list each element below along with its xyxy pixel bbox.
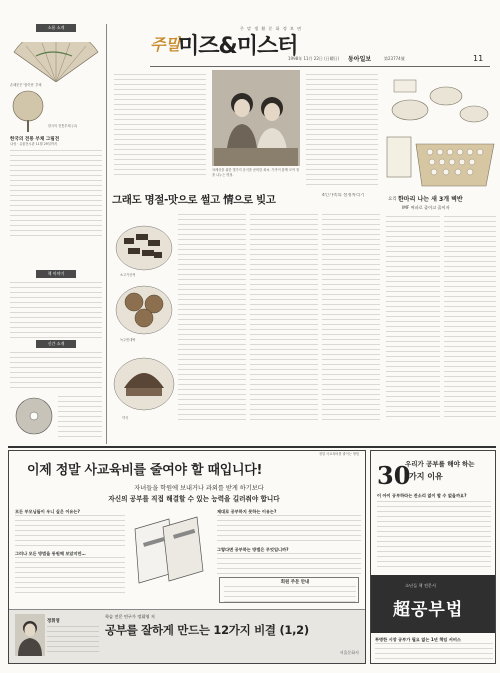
food-photo-3 bbox=[112, 348, 176, 414]
fan-article-sub: 나성 · 유물전시관 11월 29일까지 bbox=[10, 142, 58, 146]
ancestral-table-illustration bbox=[386, 136, 496, 192]
page-number: 11 bbox=[473, 54, 484, 63]
ad-left-q2: 그러나 모든 방법을 동원해 보았지만… bbox=[15, 551, 86, 556]
food-caption-3: 약식 bbox=[122, 416, 129, 420]
ad-left bbox=[8, 450, 366, 664]
ad-right-bottom-body bbox=[375, 643, 493, 661]
masthead-rule bbox=[150, 66, 490, 67]
ad-order-box bbox=[219, 577, 359, 603]
masthead-issue: 第23774號 bbox=[384, 56, 405, 61]
ad-right-top: 우리가 공부를 해야 하는 bbox=[405, 460, 475, 468]
new-book-body bbox=[10, 352, 102, 392]
masthead-date: 1998年 11月 22日 (日曜日) bbox=[288, 56, 340, 61]
ad-books-image bbox=[129, 509, 213, 593]
food-caption-2: 녹두빈대떡 bbox=[120, 338, 136, 342]
rice-cake-icon bbox=[112, 348, 176, 414]
fan-2-icon bbox=[10, 90, 46, 132]
ad-separator bbox=[8, 446, 496, 448]
family-photo bbox=[212, 70, 300, 166]
cd-article-body bbox=[58, 396, 102, 440]
ad-right-number: 30 bbox=[377, 463, 411, 489]
ad-left-q4: 그렇다면 공부하는 방법은 무엇입니까? bbox=[217, 547, 289, 552]
side-story-body-1 bbox=[386, 216, 440, 420]
ad-left-q1: 모든 부모님들이 우니 싶은 이유는? bbox=[15, 509, 80, 514]
food-caption-1: 소고기산적 bbox=[120, 273, 136, 277]
ad-publisher: 서울문화사 bbox=[339, 650, 359, 655]
masthead-subtitle: 주 말 생 활 문 화 정 보 면 bbox=[240, 26, 302, 31]
fan-caption-2: 한국의 전통부채 (고) bbox=[48, 124, 78, 128]
ad-left-a4 bbox=[217, 553, 361, 575]
ad-left-bottom-banner bbox=[9, 609, 365, 663]
ad-right-book-box bbox=[371, 575, 495, 633]
ad-right-book-label: 소년들 책 전문서 bbox=[405, 583, 436, 588]
ad-left-lead-2: 자신의 공부를 직접 해결할 수 있는 능력을 길러줘야 합니다 bbox=[108, 495, 280, 503]
food-photo-1 bbox=[114, 218, 174, 272]
skewer-food-icon bbox=[114, 218, 174, 272]
author-portrait-icon bbox=[15, 614, 45, 656]
sidebar-tag-bot: 신간 소개 bbox=[36, 340, 76, 348]
ad-left-lead-1: 자녀들을 학원에 보내거나 과외를 받게 하기보다 bbox=[134, 485, 264, 492]
ad-right-number-text: 가지 이유 bbox=[409, 472, 443, 481]
fan-article-title: 한국의 전통 부채 그림전 bbox=[10, 137, 60, 142]
food-photo-2 bbox=[114, 280, 174, 336]
pancake-icon bbox=[114, 280, 174, 336]
table-icon bbox=[386, 136, 496, 192]
bowls-icon bbox=[386, 70, 496, 136]
ad-left-a2 bbox=[15, 557, 125, 597]
people-photo-icon bbox=[212, 70, 300, 166]
cd-illustration bbox=[14, 396, 54, 436]
ad-left-q3: 제대로 공부하지 못하는 이유는? bbox=[217, 509, 277, 514]
side-story-title: 한마리 나는 새 3개 벽반 bbox=[398, 196, 463, 203]
ad-order-title: 회원 주문 안내 bbox=[280, 580, 310, 585]
ad-left-top-strip: 정말 사교육비를 줄이는 방법 bbox=[319, 452, 359, 456]
masthead bbox=[148, 26, 488, 66]
side-story-sub: IMF 여파로 줄이고 줄이자 bbox=[402, 205, 450, 210]
fan-article-body bbox=[10, 150, 102, 236]
left-sidebar bbox=[8, 24, 104, 444]
sidebar-tag-top: 소품 소개 bbox=[36, 24, 76, 32]
main-headline: 그래도 명절-맛으로 썰고 情으로 빚고 bbox=[112, 194, 276, 206]
author-name: 정휘영 bbox=[47, 619, 60, 624]
side-story-label: 요리 bbox=[388, 197, 397, 202]
books-icon bbox=[129, 509, 213, 593]
ad-right-sub: 이 아이 공부하라는 잔소리 없이 할 수 없을까요? bbox=[377, 493, 467, 498]
ad-left-a3 bbox=[217, 515, 361, 545]
table-setting-illustration bbox=[386, 70, 496, 136]
ad-bottom-small: 학습 전문 연구가 정휘영 저 bbox=[105, 614, 155, 619]
family-photo-caption: 차례상을 위한 몇가지 음식을 준비한 최씨. 가족이 함께 모여 정을 나누는 명절. bbox=[212, 168, 300, 177]
masthead-logo-script: 주말 bbox=[150, 35, 181, 54]
sidebar-divider bbox=[106, 24, 107, 444]
article-col-1 bbox=[178, 214, 246, 420]
side-story-body-2 bbox=[444, 216, 496, 420]
ad-right-body bbox=[377, 501, 491, 569]
article-col-3 bbox=[322, 214, 380, 420]
masthead-paper: 동아일보 bbox=[348, 56, 372, 63]
masthead-logo-title: 미즈&미스터 bbox=[178, 34, 298, 59]
article-col-2 bbox=[250, 214, 318, 420]
disc-icon bbox=[14, 396, 54, 436]
ad-left-headline: 이제 정말 사교육비를 줄여야 할 때입니다! bbox=[27, 463, 263, 478]
ad-right-bottom-note: 투명한 시장 공부가 필요 없는 1년 책임 서비스 bbox=[375, 637, 461, 642]
fan-illustration-2 bbox=[10, 90, 46, 132]
intro-text-left bbox=[114, 74, 206, 178]
fan-icon bbox=[12, 42, 100, 82]
sidebar-tag-mid: 책 이야기 bbox=[36, 270, 76, 278]
ad-right-book-title: 超공부법 bbox=[393, 600, 464, 620]
ad-order-body bbox=[224, 586, 356, 602]
book-article-body bbox=[10, 282, 102, 338]
ad-bottom-title: 공부를 잘하게 만드는 12가지 비결 (1,2) bbox=[105, 623, 309, 637]
ad-left-a1 bbox=[15, 515, 125, 549]
author-photo bbox=[15, 614, 45, 656]
fan-caption: 손때묻은 '합죽선' 부채 bbox=[10, 83, 42, 87]
author-bio bbox=[47, 626, 99, 656]
intro-text-right bbox=[306, 74, 378, 186]
fan-illustration bbox=[12, 42, 100, 82]
headline-side: 4인가족의 설정차리기 bbox=[322, 193, 365, 198]
ad-right bbox=[370, 450, 496, 664]
